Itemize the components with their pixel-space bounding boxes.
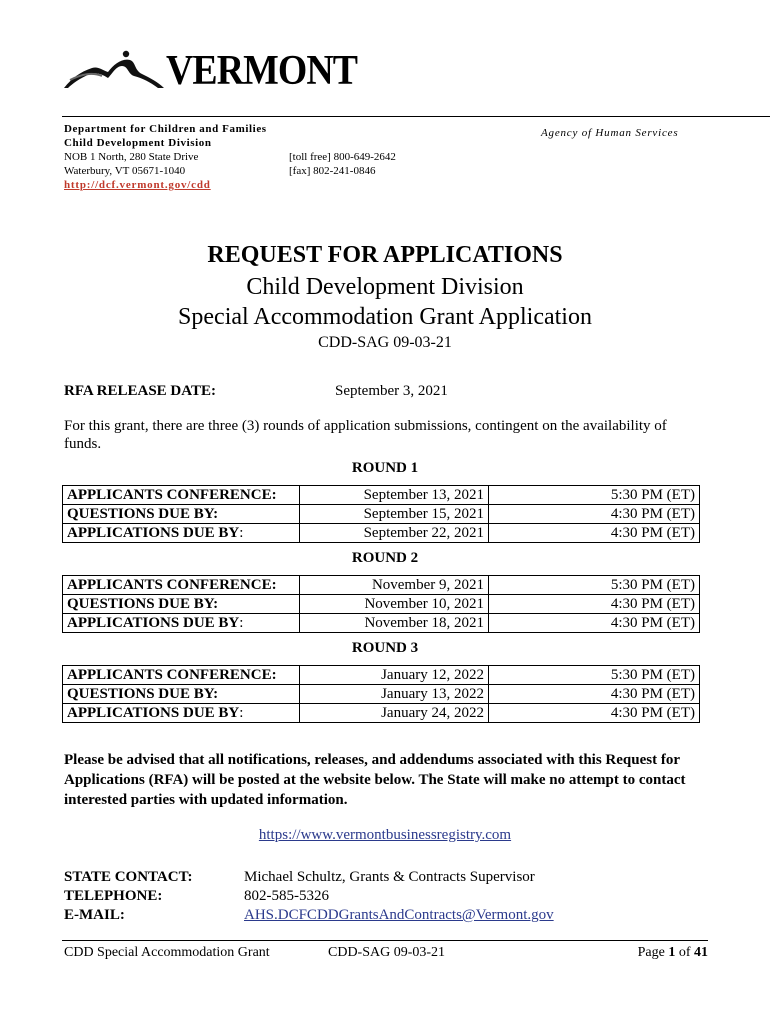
round-3-schedule-table [62, 665, 700, 723]
email-link[interactable]: AHS.DCFCDDGrantsAndContracts@Vermont.gov [244, 907, 554, 923]
schedule-time: 4:30 PM (ET) [489, 524, 700, 543]
schedule-label-text: APPLICATIONS DUE BY [67, 705, 240, 721]
footer-grant-name: CDD Special Accommodation Grant [64, 945, 270, 960]
vermont-logo [62, 44, 358, 96]
table-row [63, 666, 700, 685]
table-row [63, 685, 700, 704]
department-name: Department for Children and Families [64, 123, 267, 135]
round-3-title: ROUND 3 [351, 640, 419, 656]
contact-block [64, 868, 554, 925]
telephone-value: 802-585-5326 [244, 888, 329, 904]
schedule-label: QUESTIONS DUE BY: [63, 505, 300, 524]
schedule-label: QUESTIONS DUE BY: [63, 685, 300, 704]
schedule-time: 4:30 PM (ET) [489, 505, 700, 524]
table-row [63, 486, 700, 505]
division-website-link[interactable]: http://dcf.vermont.gov/cdd [64, 179, 211, 191]
schedule-time: 4:30 PM (ET) [489, 614, 700, 633]
schedule-label-colon: : [239, 525, 244, 541]
round-2-schedule-table [62, 575, 700, 633]
schedule-date: November 10, 2021 [300, 595, 489, 614]
state-contact-label: STATE CONTACT: [64, 869, 193, 885]
state-contact-value: Michael Schultz, Grants & Contracts Supervisor [244, 869, 535, 885]
address-line-2: Waterbury, VT 05671-1040 [64, 165, 186, 177]
intro-paragraph: For this grant, there are three (3) rounds of application submissions, contingent on the availability of funds. [64, 418, 667, 452]
round-1-title: ROUND 1 [351, 460, 419, 476]
business-registry-link[interactable]: https://www.vermontbusinessregistry.com [258, 827, 512, 843]
schedule-time: 5:30 PM (ET) [489, 666, 700, 685]
table-row [63, 505, 700, 524]
document-code: CDD-SAG 09-03-21 [318, 334, 452, 351]
page-prefix: Page [637, 945, 669, 960]
schedule-time: 4:30 PM (ET) [489, 595, 700, 614]
header-divider [62, 116, 770, 117]
table-row [63, 576, 700, 595]
schedule-label-text: APPLICATIONS DUE BY [67, 615, 240, 631]
schedule-label-text: APPLICATIONS DUE BY [67, 525, 240, 541]
schedule-label [63, 704, 300, 723]
footer-doc-code: CDD-SAG 09-03-21 [328, 945, 446, 960]
header-phone-block [289, 150, 396, 178]
page-total: 41 [694, 945, 708, 960]
fax-number: [fax] 802-241-0846 [289, 165, 376, 177]
schedule-time: 4:30 PM (ET) [489, 704, 700, 723]
schedule-label [63, 524, 300, 543]
schedule-label: APPLICANTS CONFERENCE: [63, 576, 300, 595]
schedule-label [63, 614, 300, 633]
table-row [63, 595, 700, 614]
address-line-1: NOB 1 North, 280 State Drive [64, 151, 199, 163]
schedule-date: January 24, 2022 [300, 704, 489, 723]
schedule-date: November 9, 2021 [300, 576, 489, 595]
schedule-label: APPLICANTS CONFERENCE: [63, 666, 300, 685]
schedule-label: APPLICANTS CONFERENCE: [63, 486, 300, 505]
document-subtitle-division: Child Development Division [246, 274, 524, 300]
telephone-label: TELEPHONE: [64, 888, 163, 904]
schedule-time: 4:30 PM (ET) [489, 685, 700, 704]
table-row [63, 704, 700, 723]
table-row [63, 524, 700, 543]
schedule-label: QUESTIONS DUE BY: [63, 595, 300, 614]
division-name: Child Development Division [64, 137, 212, 149]
schedule-time: 5:30 PM (ET) [489, 576, 700, 595]
email-row [64, 906, 554, 925]
table-row [63, 614, 700, 633]
agency-name: Agency of Human Services [541, 127, 679, 139]
round-1-schedule-table [62, 485, 700, 543]
schedule-date: September 22, 2021 [300, 524, 489, 543]
toll-free-number: [toll free] 800-649-2642 [289, 151, 396, 163]
header-address-block [64, 122, 267, 192]
schedule-label-colon: : [239, 615, 244, 631]
schedule-date: January 13, 2022 [300, 685, 489, 704]
page-number [638, 945, 708, 961]
footer-divider [62, 940, 708, 941]
schedule-label-colon: : [239, 705, 244, 721]
round-2-title: ROUND 2 [351, 550, 419, 566]
schedule-date: November 18, 2021 [300, 614, 489, 633]
schedule-time: 5:30 PM (ET) [489, 486, 700, 505]
telephone-row [64, 887, 554, 906]
release-date-label: RFA RELEASE DATE: [64, 383, 216, 399]
logo-wordmark: VERMONT [166, 48, 358, 94]
document-title: REQUEST FOR APPLICATIONS [207, 242, 563, 268]
mountain-logo-icon [62, 48, 166, 92]
state-contact-row [64, 868, 554, 887]
page-current: 1 [668, 945, 676, 960]
schedule-date: September 13, 2021 [300, 486, 489, 505]
page-of: of [675, 945, 694, 960]
schedule-date: January 12, 2022 [300, 666, 489, 685]
document-subtitle-grant: Special Accommodation Grant Application [178, 304, 592, 330]
schedule-date: September 15, 2021 [300, 505, 489, 524]
advisory-notice: Please be advised that all notifications, releases, and addendums associated with this Request for Applications (RFA) will be posted at the website below. The State will make no attempt to contact interested parties with updated information. [64, 752, 686, 808]
email-label: E-MAIL: [64, 907, 125, 923]
release-date-value: September 3, 2021 [335, 383, 448, 399]
